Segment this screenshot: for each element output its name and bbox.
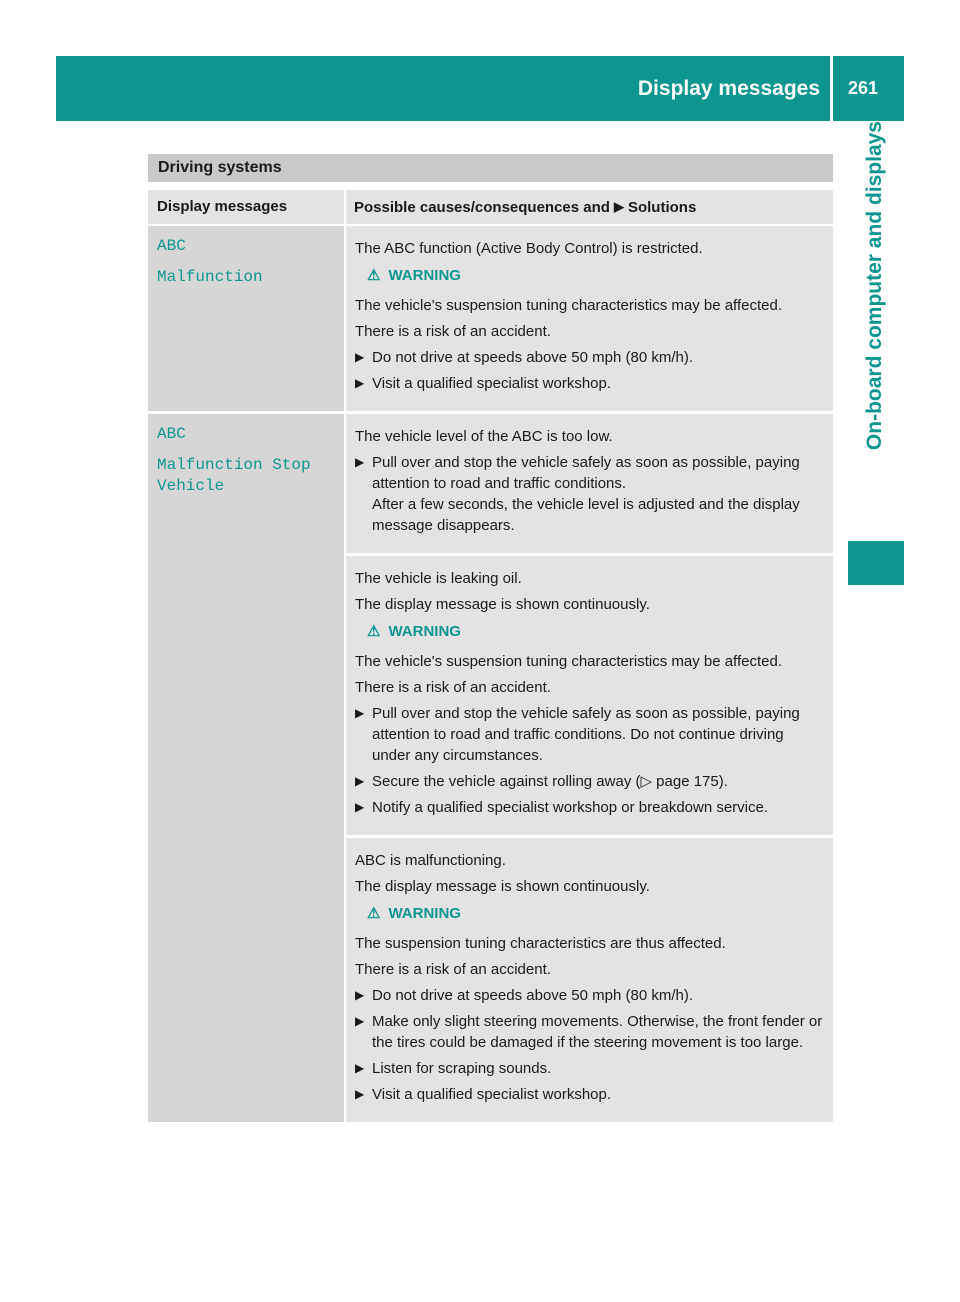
warning-heading	[355, 621, 825, 642]
solution-block	[346, 414, 833, 553]
paragraph: The display message is shown continuously.	[355, 878, 650, 895]
col-display-messages: Display messages	[148, 190, 346, 224]
warning-label: WARNING	[388, 623, 461, 640]
list-item-text: Secure the vehicle against rolling away (▷ page 175).	[372, 773, 728, 790]
play-arrow-icon: ▶	[355, 376, 365, 390]
page-title: Display messages	[637, 76, 820, 100]
warning-label: WARNING	[388, 267, 461, 284]
table-row	[148, 226, 833, 411]
col-causes-solutions	[346, 190, 833, 224]
warning-label: WARNING	[388, 905, 461, 922]
display-message-line: ABC	[157, 237, 186, 255]
paragraph: The suspension tuning characteristics are thus affected.	[355, 935, 726, 952]
list-item-text: Pull over and stop the vehicle safely as soon as possible, paying attention to road and traffic conditions. Do not continue driving under any circumstances.	[372, 705, 800, 764]
side-tab-label: On-board computer and displays	[863, 121, 886, 451]
list-item	[355, 452, 825, 536]
paragraph: The vehicle's suspension tuning characteristics may be affected.	[355, 297, 782, 314]
play-arrow-icon: ▶	[355, 1087, 365, 1101]
paragraph: There is a risk of an accident.	[355, 679, 551, 696]
play-arrow-icon: ▶	[355, 455, 365, 469]
play-arrow-icon: ▶	[355, 1014, 365, 1028]
solutions-cell	[346, 226, 833, 411]
display-message-line: Vehicle	[157, 477, 225, 495]
paragraph: ABC is malfunctioning.	[355, 852, 506, 869]
play-arrow-icon: ▶	[355, 1061, 365, 1075]
list-item	[355, 1084, 825, 1105]
display-message-line: Malfunction	[157, 268, 263, 286]
warning-triangle-icon: ⚠	[367, 905, 381, 922]
warning-triangle-icon: ⚠	[367, 267, 381, 284]
paragraph: The display message is shown continuously.	[355, 596, 650, 613]
paragraph: The vehicle is leaking oil.	[355, 570, 522, 587]
play-arrow-icon: ▶	[355, 988, 365, 1002]
list-item	[355, 703, 825, 766]
play-arrow-icon: ▶	[355, 350, 365, 364]
solution-block	[346, 556, 833, 835]
list-item-text	[372, 452, 825, 536]
list-item-text: Notify a qualified specialist workshop or breakdown service.	[372, 799, 769, 816]
col-causes-label: Possible causes/consequences and	[354, 198, 610, 216]
list-item-sentence: Pull over and stop the vehicle safely as soon as possible, paying attention to road and traffic conditions.	[372, 454, 800, 492]
table-header	[148, 190, 833, 224]
paragraph: There is a risk of an accident.	[355, 323, 551, 340]
list-item-text: Listen for scraping sounds.	[372, 1060, 552, 1077]
list-item-sentence: After a few seconds, the vehicle level is adjusted and the display message disappears.	[372, 496, 800, 534]
list-item	[355, 347, 825, 368]
driving-systems-section	[148, 154, 833, 1122]
list-item	[355, 797, 825, 818]
paragraph: The vehicle's suspension tuning characteristics may be affected.	[355, 653, 782, 670]
side-marker	[848, 541, 904, 585]
list-item	[355, 985, 825, 1006]
page-number: 261	[847, 78, 879, 98]
display-message-line: ABC	[157, 425, 186, 443]
play-arrow-icon: ▶	[355, 774, 365, 788]
display-message-line: Malfunction Stop	[157, 456, 311, 474]
list-item	[355, 771, 825, 792]
display-message-cell	[148, 414, 346, 1122]
display-message-cell	[148, 226, 346, 411]
solutions-cell	[346, 414, 833, 1122]
warning-heading	[355, 903, 825, 924]
list-item-text: Do not drive at speeds above 50 mph (80 km/h).	[372, 987, 694, 1004]
solution-block	[346, 838, 833, 1122]
list-item-text: Make only slight steering movements. Otherwise, the front fender or the tires could be damaged if the steering movement is too large.	[372, 1013, 823, 1051]
play-arrow-icon: ▶	[355, 800, 365, 814]
list-item	[355, 1011, 825, 1053]
list-item-text: Visit a qualified specialist workshop.	[372, 1086, 612, 1103]
table-row	[148, 414, 833, 1122]
play-arrow-icon: ▶	[355, 706, 365, 720]
solution-block	[346, 226, 833, 411]
play-arrow-icon: ▶	[613, 199, 624, 214]
warning-triangle-icon: ⚠	[367, 623, 381, 640]
paragraph: The vehicle level of the ABC is too low.	[355, 428, 613, 445]
list-item-text: Do not drive at speeds above 50 mph (80 km/h).	[372, 349, 694, 366]
section-title: Driving systems	[148, 154, 833, 182]
warning-heading	[355, 265, 825, 286]
paragraph: The ABC function (Active Body Control) is restricted.	[355, 240, 703, 257]
col-solutions-label: Solutions	[627, 198, 697, 216]
list-item-text: Visit a qualified specialist workshop.	[372, 375, 612, 392]
list-item	[355, 373, 825, 394]
list-item	[355, 1058, 825, 1079]
paragraph: There is a risk of an accident.	[355, 961, 551, 978]
